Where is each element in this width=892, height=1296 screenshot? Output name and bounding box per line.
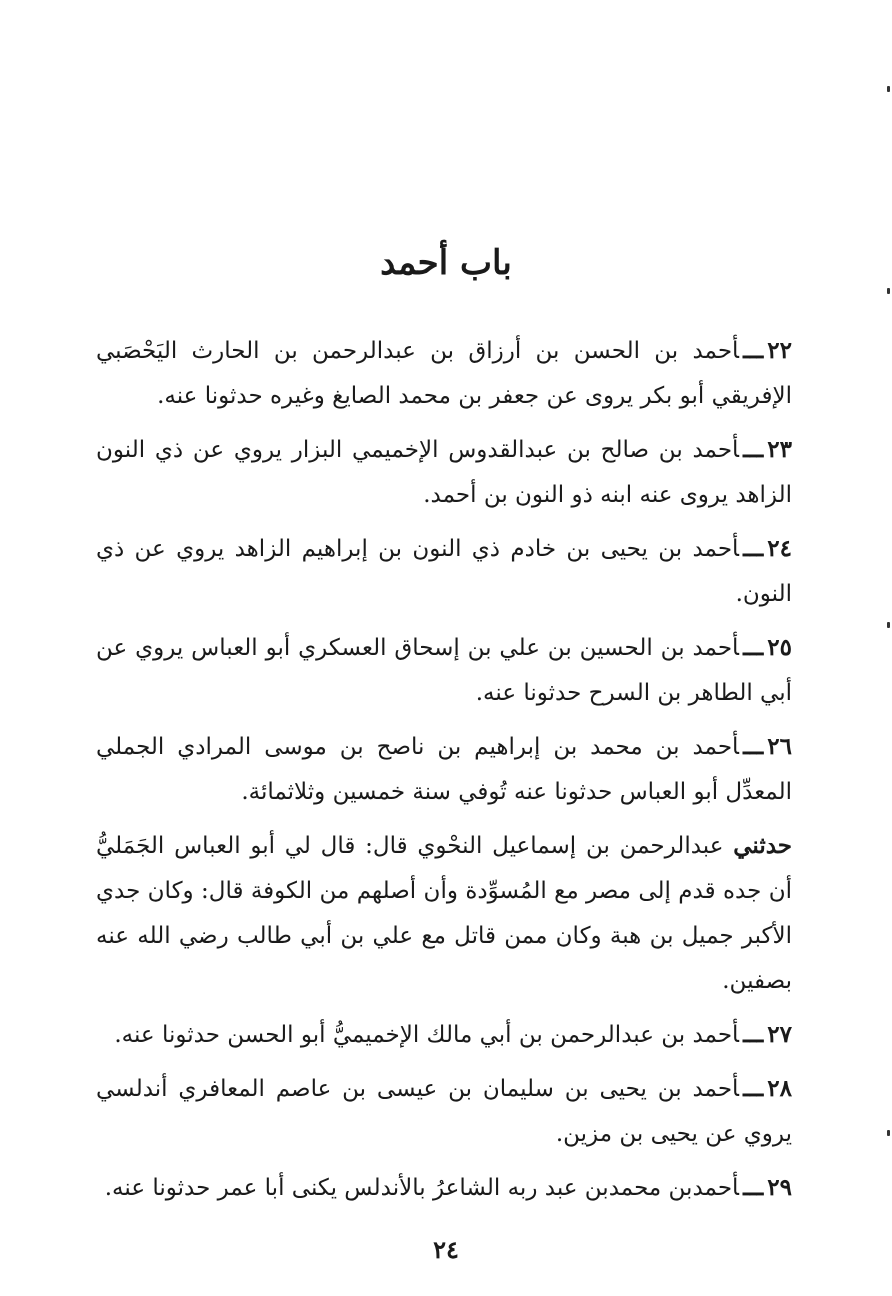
entry-number: ٢٦ [767,733,792,760]
entry-29 [96,1165,792,1211]
entry-text: أحمد بن عبدالرحمن بن أبي مالك الإخميميُّ أبو الحسن حدثونا عنه. [114,1022,740,1048]
entry-dash: ـــ [743,634,764,661]
entry-dash: ـــ [743,1021,764,1048]
entry-text: أحمد بن الحسن بن أرزاق بن عبدالرحمن بن الحارث اليَحْصَبي الإفريقي أبو بكر يروى عن جعفر بن محمد الصايغ وغيره حدثونا عنه. [96,338,792,409]
narration-paragraph [96,823,792,1004]
entry-26 [96,724,792,815]
entry-dash: ـــ [743,337,764,364]
entry-dash: ـــ [743,535,764,562]
entry-text: أحمد بن يحيى بن خادم ذي النون بن إبراهيم الزاهد يروي عن ذي النون. [96,536,792,607]
entry-number: ٢٣ [767,436,792,463]
entry-27 [96,1012,792,1058]
entry-23 [96,427,792,518]
entry-number: ٢٩ [767,1174,792,1201]
entry-text: أحمدبن محمدبن عبد ربه الشاعرُ بالأندلس يكنى أبا عمر حدثونا عنه. [104,1175,740,1201]
chapter-heading: باب أحمد [380,243,512,283]
entry-text: أحمد بن الحسين بن علي بن إسحاق العسكري أبو العباس يروي عن أبي الطاهر بن السرح حدثونا عنه. [96,635,792,706]
entry-text: أحمد بن صالح بن عبدالقدوس الإخميمي البزار يروي عن ذي النون الزاهد يروى عنه ابنه ذو النون بن أحمد. [96,437,792,508]
entry-text: أحمد بن محمد بن إبراهيم بن ناصح بن موسى المرادي الجملي المعدِّل أبو العباس حدثونا عنه تُوفي سنة خمسين وثلاثمائة. [96,734,792,805]
narration-text: عبدالرحمن بن إسماعيل النحْوي قال: قال لي أبو العباس الجَمَليُّ أن جده قدم إلى مصر مع المُسوِّدة وأن أصلهم من الكوفة قال: وكان جدي الأكبر جميل بن هبة وكان ممن قاتل مع علي بن أبي طالب رضي الله عنه بصفين. [96,833,792,994]
entry-number: ٢٢ [767,337,792,364]
entry-dash: ـــ [743,733,764,760]
entry-dash: ـــ [743,1174,764,1201]
narration-lead: حدثني [733,832,793,859]
edge-mark [887,1130,890,1136]
entry-22 [96,328,792,419]
entry-dash: ـــ [743,436,764,463]
entry-dash: ـــ [743,1075,764,1102]
entry-number: ٢٤ [767,535,792,562]
entry-24 [96,526,792,617]
edge-mark [887,622,890,628]
page-number: ٢٤ [433,1235,459,1264]
entry-text: أحمد بن يحيى بن سليمان بن عيسى بن عاصم المعافري أندلسي يروي عن يحيى بن مزين. [96,1076,792,1147]
entry-number: ٢٨ [767,1075,792,1102]
edge-mark [887,86,890,92]
entry-number: ٢٧ [767,1021,792,1048]
entry-28 [96,1066,792,1157]
edge-mark [887,288,890,294]
entry-25 [96,625,792,716]
entries-list [96,328,792,1219]
entry-number: ٢٥ [767,634,792,661]
